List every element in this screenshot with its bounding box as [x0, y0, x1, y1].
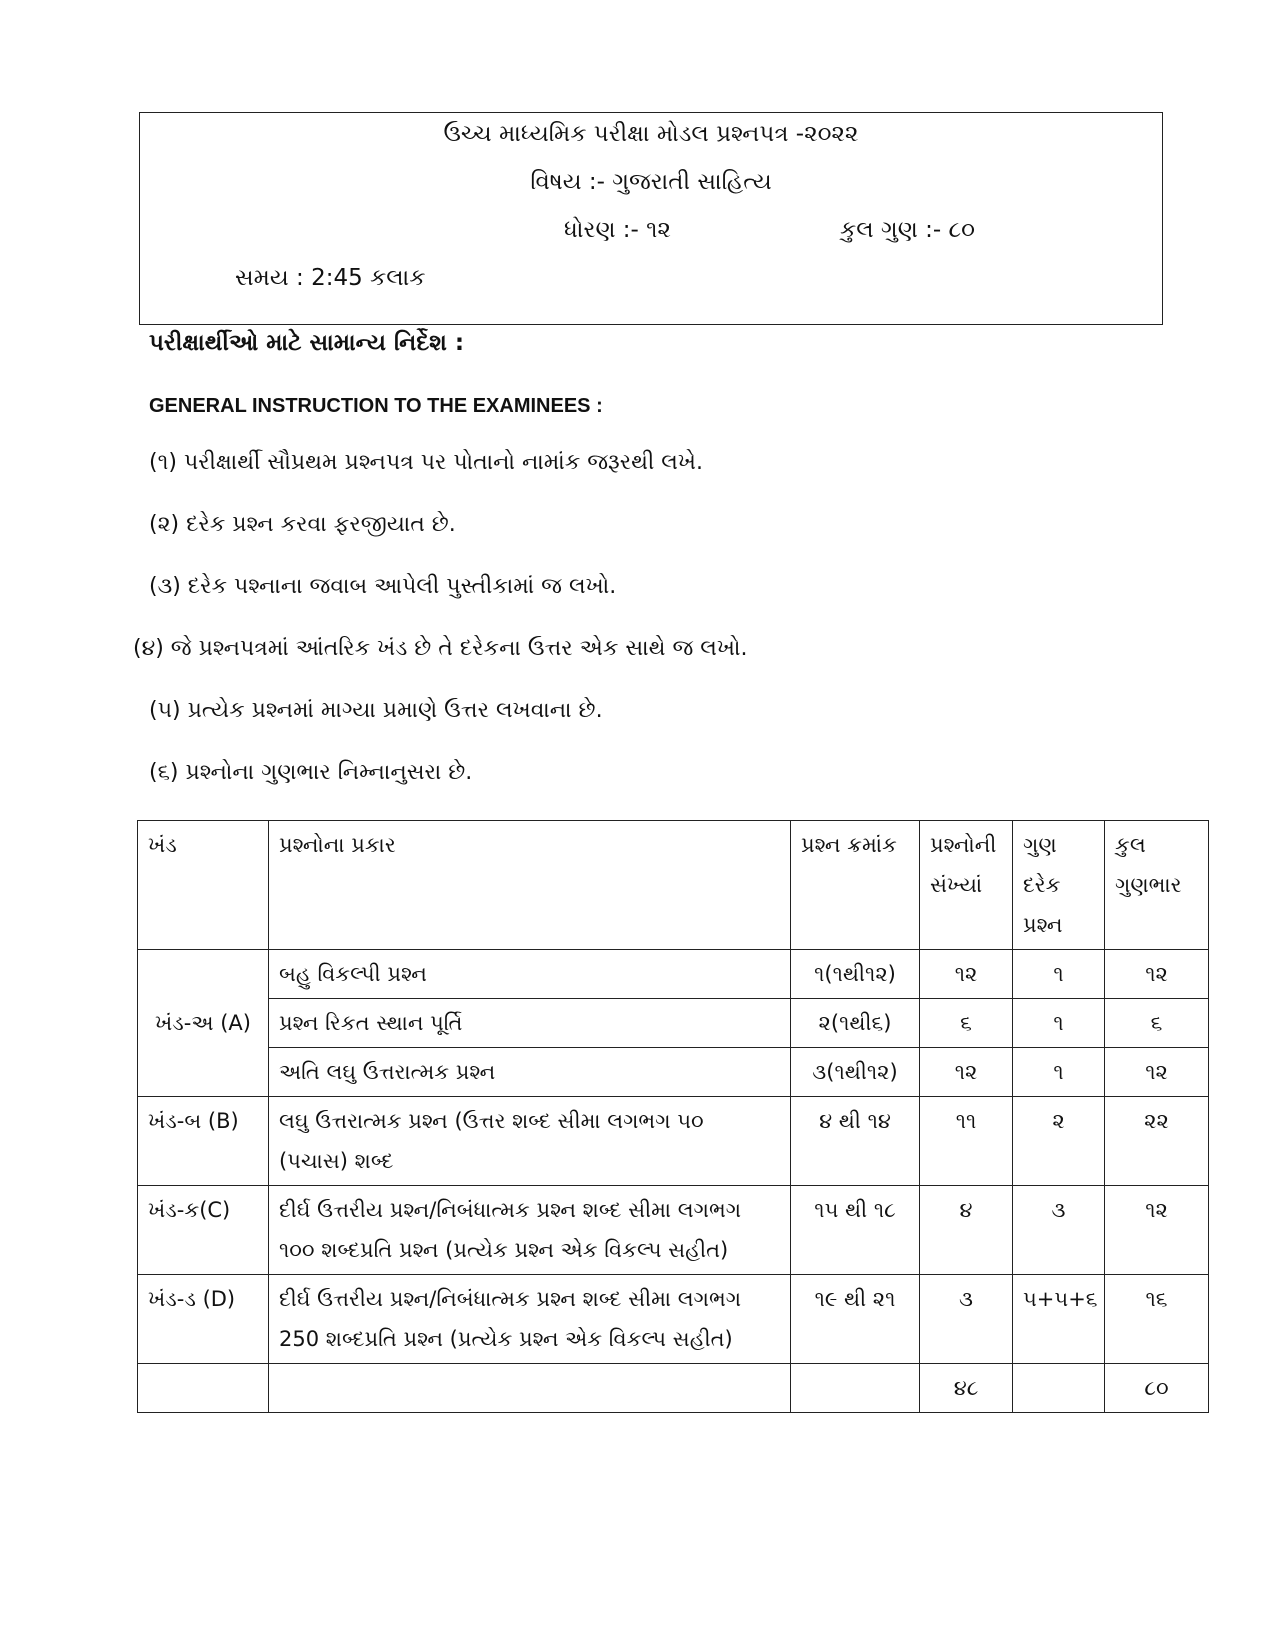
standard-line: ધોરણ :- ૧૨: [564, 217, 671, 243]
question-count-cell: ૧૨: [920, 950, 1013, 999]
marks-each-cell: ૧: [1013, 999, 1105, 1048]
question-number-cell: ૧૯ થી ૨૧: [791, 1275, 920, 1364]
header-question-count: [920, 821, 1013, 950]
question-type-line: દીર્ઘ ઉત્તરીય પ્રશ્ન/નિબંધાત્મક પ્રશ્ન શબ્દ સીમા લગભગ: [279, 1198, 742, 1222]
question-number-cell: ૩(૧થી૧૨): [791, 1048, 920, 1097]
subject-line: વિષય :- ગુજરાતી સાહિત્ય: [530, 169, 772, 195]
total-marks-cell: ૧૨: [1105, 1186, 1209, 1275]
empty-cell: [1013, 1364, 1105, 1413]
instruction-item: (૬) પ્રશ્નોના ગુણભાર નિમ્નાનુસરા છે.: [149, 760, 473, 785]
header-total-line: કુલ: [1115, 833, 1146, 857]
question-type-cell: પ્રશ્ન રિકત સ્થાન પૂર્તિ: [269, 999, 791, 1048]
question-type-cell: અતિ લઘુ ઉત્તરાત્મક પ્રશ્ન: [269, 1048, 791, 1097]
total-marks-cell: ૧૨: [1105, 1048, 1209, 1097]
question-count-cell: ૩: [920, 1275, 1013, 1364]
question-type-cell: [269, 1097, 791, 1186]
table-row: [138, 1275, 1209, 1364]
instruction-item: (૧) પરીક્ષાર્થી સૌપ્રથમ પ્રશ્નપત્ર પર પોતાનો નામાંક જરૂરથી લખે.: [149, 450, 704, 475]
header-box: [139, 112, 1163, 325]
instruction-item: (૩) દરેક પશ્નાના જવાબ આપેલી પુસ્તીકામાં જ લખો.: [149, 574, 617, 599]
table-row: [138, 999, 1209, 1048]
table-row: [138, 1097, 1209, 1186]
total-marks-cell: ૨૨: [1105, 1097, 1209, 1186]
header-count-line: સંખ્યાં: [930, 873, 983, 897]
header-total-line: ગુણભાર: [1115, 873, 1182, 897]
header-total-marks: [1105, 821, 1209, 950]
instructions-heading-gujarati: પરીક્ષાર્થીઓ માટે સામાન્ય નિર્દેશ :: [149, 330, 465, 356]
question-type-line: લઘુ ઉત્તરાત્મક પ્રશ્ન (ઉત્તર શબ્દ સીમા લગભગ ૫૦: [279, 1109, 704, 1133]
marks-each-cell: ૩: [1013, 1186, 1105, 1275]
question-number-cell: ૪ થી ૧૪: [791, 1097, 920, 1186]
totals-row: [138, 1364, 1209, 1413]
empty-cell: [138, 1364, 269, 1413]
paper-title: ઉચ્ચ માધ્યમિક પરીક્ષા મોડલ પ્રશ્નપત્ર -૨૦૨૨: [443, 121, 859, 147]
question-type-cell: બહુ વિકલ્પી પ્રશ્ન: [269, 950, 791, 999]
section-a-label: ખંડ-અ (A): [138, 950, 269, 1097]
instructions-heading-english: GENERAL INSTRUCTION TO THE EXAMINEES :: [149, 395, 603, 417]
question-number-cell: ૧૫ થી ૧૮: [791, 1186, 920, 1275]
header-each-line: ગુણ: [1023, 833, 1057, 857]
question-type-cell: [269, 1186, 791, 1275]
table-row: [138, 1048, 1209, 1097]
empty-cell: [269, 1364, 791, 1413]
marks-each-cell: ૫+૫+૬: [1013, 1275, 1105, 1364]
question-type-line: ૧૦૦ શબ્દપ્રતિ પ્રશ્ન (પ્રત્યેક પ્રશ્ન એક વિકલ્પ સહીત): [279, 1238, 729, 1262]
question-type-cell: [269, 1275, 791, 1364]
header-question-number: પ્રશ્ન ક્રમાંક: [791, 821, 920, 950]
header-khand: ખંડ: [138, 821, 269, 950]
marks-distribution-table: [137, 820, 1209, 1413]
question-type-line: (પચાસ) શબ્દ: [279, 1149, 394, 1173]
question-count-cell: ૧૧: [920, 1097, 1013, 1186]
instruction-item: (૫) પ્રત્યેક પ્રશ્નમાં માગ્યા પ્રમાણે ઉત્તર લખવાના છે.: [149, 698, 603, 723]
table-header-row: [138, 821, 1209, 950]
marks-each-cell: ૧: [1013, 1048, 1105, 1097]
question-number-cell: ૧(૧થી૧૨): [791, 950, 920, 999]
grand-total-marks: ૮૦: [1105, 1364, 1209, 1413]
total-marks-cell: ૧૨: [1105, 950, 1209, 999]
marks-each-cell: ૧: [1013, 950, 1105, 999]
header-each-line: પ્રશ્ન: [1023, 913, 1063, 937]
question-number-cell: ૨(૧થી૬): [791, 999, 920, 1048]
header-question-type: પ્રશ્નોના પ્રકાર: [269, 821, 791, 950]
empty-cell: [791, 1364, 920, 1413]
header-marks-each: [1013, 821, 1105, 950]
total-question-count: ૪૮: [920, 1364, 1013, 1413]
time-line: સમય : 2:45 કલાક: [235, 265, 426, 291]
total-marks-cell: ૧૬: [1105, 1275, 1209, 1364]
header-count-line: પ્રશ્નોની: [930, 833, 997, 857]
question-count-cell: ૧૨: [920, 1048, 1013, 1097]
section-b-label: ખંડ-બ (B): [138, 1097, 269, 1186]
section-d-label: ખંડ-ડ (D): [138, 1275, 269, 1364]
instruction-item: (૪) જે પ્રશ્નપત્રમાં આંતરિક ખંડ છે તે દરેકના ઉત્તર એક સાથે જ લખો.: [133, 636, 748, 661]
question-type-line: દીર્ઘ ઉત્તરીય પ્રશ્ન/નિબંધાત્મક પ્રશ્ન શબ્દ સીમા લગભગ: [279, 1287, 742, 1311]
question-count-cell: ૬: [920, 999, 1013, 1048]
total-marks-line: કુલ ગુણ :- ૮૦: [840, 217, 975, 243]
table-row: [138, 1186, 1209, 1275]
instruction-item: (૨) દરેક પ્રશ્ન કરવા ફરજીયાત છે.: [149, 512, 456, 537]
header-each-line: દરેક: [1023, 873, 1061, 897]
section-c-label: ખંડ-ક(C): [138, 1186, 269, 1275]
total-marks-cell: ૬: [1105, 999, 1209, 1048]
marks-each-cell: ૨: [1013, 1097, 1105, 1186]
table-row: [138, 950, 1209, 999]
question-type-line: 250 શબ્દપ્રતિ પ્રશ્ન (પ્રત્યેક પ્રશ્ન એક વિકલ્પ સહીત): [279, 1327, 733, 1351]
question-count-cell: ૪: [920, 1186, 1013, 1275]
